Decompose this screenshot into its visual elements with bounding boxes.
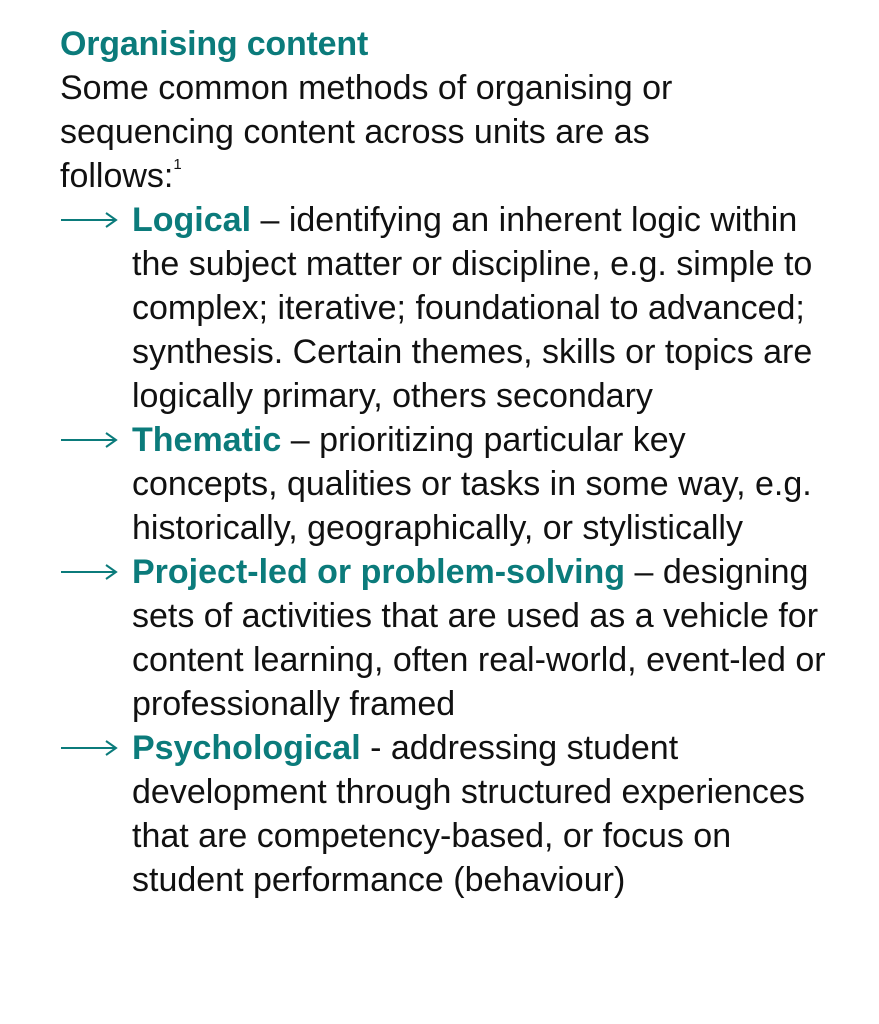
section-heading: Organising content: [60, 25, 369, 63]
item-term: Psychological: [132, 729, 361, 767]
arrow-right-icon: [60, 209, 118, 231]
methods-list: [60, 198, 839, 902]
list-item-thematic: [60, 418, 832, 550]
item-term: Project-led or problem-solving: [132, 553, 626, 591]
item-description: addressing student development through structured experiences that are competency-based, or focus on student performance (behaviour): [132, 729, 805, 899]
arrow-right-icon: [60, 429, 118, 451]
item-description: identifying an inherent logic within the subject matter or discipline, e.g. simple to complex; iterative; foundational to advanced; synthesis. Certain themes, skills or topics are logically primary, others secondary: [132, 201, 813, 415]
item-separator: –: [625, 553, 663, 591]
arrow-right-icon: [60, 561, 118, 583]
list-item-project-led: [60, 550, 832, 726]
list-item-psychological: [60, 726, 832, 902]
item-description: designing sets of activities that are used as a vehicle for content learning, often real-world, event-led or professionally framed: [132, 553, 826, 723]
item-separator: -: [360, 729, 391, 767]
item-description: prioritizing particular key concepts, qualities or tasks in some way, e.g. historically, geographically, or stylistically: [132, 421, 812, 547]
item-term: Logical: [132, 201, 252, 239]
intro-text: Some common methods of organising or sequencing content across units are as follows:: [60, 69, 673, 195]
footnote-marker: 1: [173, 156, 182, 173]
item-term: Thematic: [132, 421, 282, 459]
list-item-logical: [60, 198, 832, 418]
intro-paragraph: [60, 66, 780, 198]
item-separator: –: [281, 421, 320, 459]
item-separator: –: [251, 201, 289, 239]
arrow-right-icon: [60, 737, 118, 759]
